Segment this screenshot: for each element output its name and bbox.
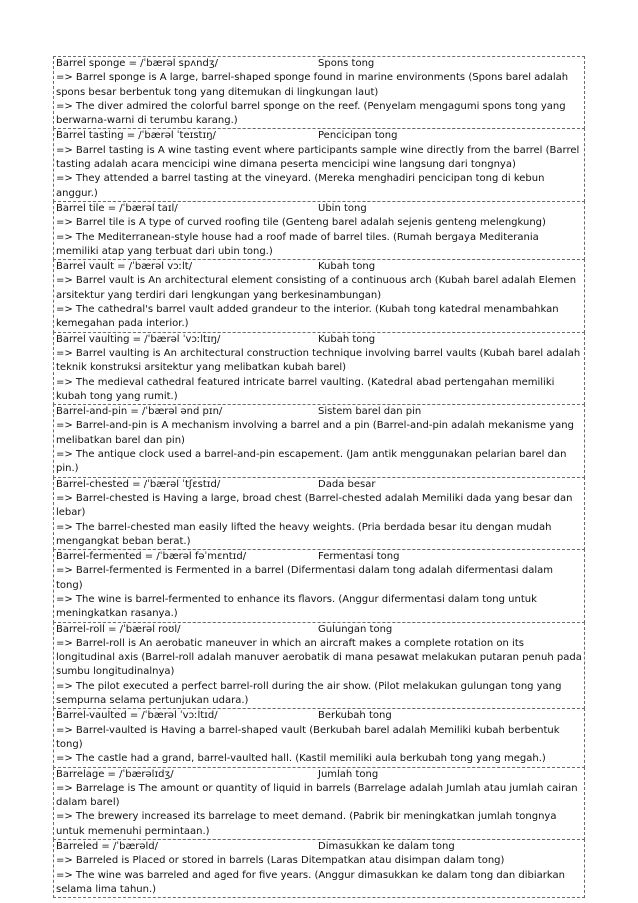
entry-heading [56, 550, 582, 564]
entry-definition: => Barreled is Placed or stored in barrels (Laras Ditempatkan atau disimpan dalam tong) [56, 855, 505, 867]
entry-heading [56, 129, 582, 143]
dictionary-entry [53, 549, 585, 622]
entry-example: => The wine is barrel-fermented to enhance its flavors. (Anggur difermentasi dalam tong untuk meningkatkan rasanya.) [56, 593, 537, 620]
entry-translation: Fermentasi tong [318, 551, 400, 563]
entry-example: => The castle had a grand, barrel-vaulted hall. (Kastil memiliki aula berkubah tong yang megah.) [56, 753, 546, 765]
entry-heading [56, 57, 582, 71]
entry-definition: => Barrel-roll is An aerobatic maneuver in which an aircraft makes a complete rotation on its longitudinal axis (Barrel-roll adalah manuver aerobatik di mana pesawat melakukan putaran penuh pada sumbu longitudinalnya) [56, 637, 582, 678]
entry-definition: => Barrel-and-pin is A mechanism involving a barrel and a pin (Barrel-and-pin adalah mekanisme yang melibatkan barel dan pin) [56, 420, 574, 446]
entry-heading [56, 768, 582, 782]
entry-example: => The wine was barreled and aged for five years. (Anggur dimasukkan ke dalam tong dan dibiarkan selama lima tahun.) [56, 869, 565, 895]
entry-term: Barrel-roll = /ˈbærəl roʊl/ [56, 623, 181, 635]
entry-term: Barrel tile = /ˈbærəl taɪl/ [56, 202, 178, 214]
entry-example: => They attended a barrel tasting at the vineyard. (Mereka menghadiri pencicipan tong di kebun anggur.) [56, 173, 545, 199]
dictionary-entry [53, 839, 585, 898]
entry-term: Barrel-vaulted = /ˈbærəl ˈvɔːltɪd/ [56, 710, 218, 722]
dictionary-entry [53, 477, 585, 550]
entry-heading [56, 478, 582, 492]
entry-translation: Jumlah tong [318, 768, 379, 780]
entry-heading [56, 260, 582, 274]
entry-definition: => Barrel-chested is Having a large, broad chest (Barrel-chested adalah Memiliki dada yang besar dan lebar) [56, 492, 573, 519]
entry-translation: Gulungan tong [318, 623, 393, 635]
dictionary-entry [53, 332, 585, 405]
dictionary-entry [53, 201, 585, 260]
entry-example: => The cathedral's barrel vault added grandeur to the interior. (Kubah tong katedral menambahkan kemegahan pada interior.) [56, 304, 559, 330]
entry-definition: => Barrel-vaulted is Having a barrel-shaped vault (Berkubah barel adalah Memiliki kubah berbentuk tong) [56, 724, 560, 750]
entry-translation: Dada besar [318, 478, 376, 490]
entry-translation: Pencicipan tong [318, 130, 398, 142]
entry-term: Barrel-and-pin = /ˈbærəl ənd pɪn/ [56, 406, 223, 418]
entry-term: Barreled = /ˈbærəld/ [56, 841, 159, 853]
entry-term: Barrel-fermented = /ˈbærəl fəˈmɛntɪd/ [56, 551, 247, 563]
entry-translation: Spons tong [318, 58, 375, 69]
entry-term: Barrel vaulting = /ˈbærəl ˈvɔːltɪŋ/ [56, 333, 221, 345]
entry-example: => The antique clock used a barrel-and-pin escapement. (Jam antik menggunakan pelarian barel dan pin.) [56, 449, 567, 475]
dictionary-entry [53, 259, 585, 332]
entry-translation: Sistem barel dan pin [318, 406, 422, 418]
entry-heading [56, 709, 582, 723]
entry-example: => The pilot executed a perfect barrel-roll during the air show. (Pilot melakukan gulungan tong yang sempurna selama pertunjukan udara.) [56, 680, 562, 707]
entry-definition: => Barrel vault is An architectural element consisting of a continuous arch (Kubah barel adalah Elemen arsitektur yang terdiri dari lengkungan yang berkesinambungan) [56, 275, 577, 301]
entry-heading [56, 623, 582, 637]
entry-heading [56, 202, 582, 216]
entry-heading [56, 840, 582, 854]
dictionary-entry [53, 404, 585, 477]
entry-term: Barrelage = /ˈbærəlɪdʒ/ [56, 768, 174, 780]
dictionary-entry [53, 56, 585, 129]
entry-term: Barrel vault = /ˈbærəl vɔːlt/ [56, 261, 193, 273]
entry-example: => The brewery increased its barrelage to meet demand. (Pabrik bir meningkatkan jumlah tongnya untuk memenuhi permintaan.) [56, 811, 557, 837]
entry-example: => The diver admired the colorful barrel sponge on the reef. (Penyelam mengagumi spons tong yang berwarna-warni di terumbu karang.) [56, 100, 566, 127]
entry-example: => The medieval cathedral featured intricate barrel vaulting. (Katedral abad pertengahan memiliki kubah tong yang rumit.) [56, 376, 555, 402]
entry-term: Barrel-chested = /ˈbærəl ˈtʃɛstɪd/ [56, 478, 221, 490]
entry-example: => The barrel-chested man easily lifted the heavy weights. (Pria berdada besar itu dengan mudah mengangkat beban berat.) [56, 521, 552, 547]
entry-term: Barrel tasting = /ˈbærəl ˈteɪstɪŋ/ [56, 130, 216, 142]
entry-definition: => Barrel-fermented is Fermented in a barrel (Difermentasi dalam tong adalah difermentasi dalam tong) [56, 565, 554, 591]
entry-translation: Berkubah tong [318, 710, 392, 722]
entry-definition: => Barrel tasting is A wine tasting event where participants sample wine directly from the barrel (Barrel tasting adalah acara mencicipi wine dimana peserta mencicipi wine langsung dari tongnya) [56, 144, 580, 171]
entry-definition: => Barrelage is The amount or quantity of liquid in barrels (Barrelage adalah Jumlah atau jumlah cairan dalam barel) [56, 782, 578, 809]
entry-definition: => Barrel vaulting is An architectural construction technique involving barrel vaults (Kubah barel adalah teknik konstruksi arsitektur yang melibatkan kubah barel) [56, 347, 581, 374]
dictionary-entry [53, 708, 585, 767]
entry-definition: => Barrel sponge is A large, barrel-shaped sponge found in marine environments (Spons barel adalah spons besar berbentuk tong yang ditemukan di lingkungan laut) [56, 72, 569, 98]
dictionary-entry [53, 622, 585, 710]
dictionary-entry [53, 767, 585, 840]
entry-heading [56, 405, 582, 419]
entry-definition: => Barrel tile is A type of curved roofing tile (Genteng barel adalah sejenis genteng melengkung) [56, 217, 546, 229]
entry-example: => The Mediterranean-style house had a roof made of barrel tiles. (Rumah bergaya Mediterania memiliki atap yang terbuat dari ubin tong.) [56, 231, 539, 257]
dictionary-document [53, 57, 585, 898]
entry-translation: Kubah tong [318, 333, 376, 345]
entry-heading [56, 333, 582, 347]
dictionary-entry [53, 128, 585, 201]
entry-translation: Dimasukkan ke dalam tong [318, 841, 455, 853]
entry-term: Barrel sponge = /ˈbærəl spʌndʒ/ [56, 58, 218, 69]
entry-translation: Kubah tong [318, 261, 376, 273]
entry-translation: Ubin tong [318, 202, 367, 214]
